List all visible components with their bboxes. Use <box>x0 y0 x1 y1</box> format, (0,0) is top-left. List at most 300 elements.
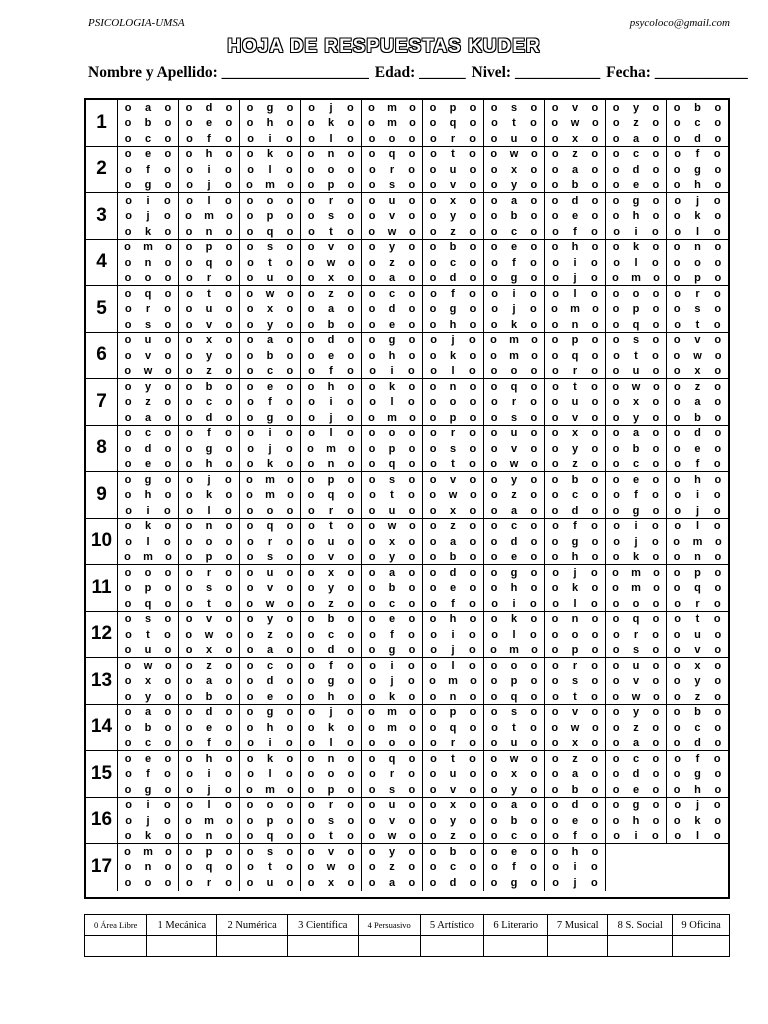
answer-option-line[interactable] <box>423 178 483 194</box>
answer-option-line[interactable] <box>118 271 178 287</box>
answer-option-line[interactable] <box>484 860 544 876</box>
answer-option-line[interactable] <box>301 813 361 829</box>
answer-option-line[interactable] <box>118 844 178 860</box>
level-field[interactable]: Nivel: ___________ <box>471 64 601 81</box>
answer-option-line[interactable] <box>118 674 178 690</box>
answer-option-line[interactable] <box>667 286 728 302</box>
answer-option-line[interactable] <box>362 689 422 705</box>
answer-option-line[interactable] <box>545 240 605 256</box>
answer-option-line[interactable] <box>606 751 666 767</box>
answer-option-line[interactable] <box>301 829 361 845</box>
answer-option-line[interactable] <box>423 488 483 504</box>
answer-option-line[interactable] <box>362 612 422 628</box>
answer-option-line[interactable] <box>423 503 483 519</box>
answer-option-line[interactable] <box>362 131 422 147</box>
answer-option-line[interactable] <box>362 581 422 597</box>
answer-option-line[interactable] <box>362 875 422 891</box>
answer-option-line[interactable] <box>545 224 605 240</box>
answer-option-line[interactable] <box>240 643 300 659</box>
answer-option-line[interactable] <box>179 364 239 380</box>
answer-option-line[interactable] <box>423 720 483 736</box>
answer-option-line[interactable] <box>118 565 178 581</box>
answer-option-line[interactable] <box>606 457 666 473</box>
answer-option-line[interactable] <box>301 317 361 333</box>
answer-option-line[interactable] <box>179 286 239 302</box>
answer-option-line[interactable] <box>667 100 728 116</box>
answer-option-line[interactable] <box>179 829 239 845</box>
category-score-cell[interactable] <box>217 936 288 957</box>
answer-option-line[interactable] <box>362 565 422 581</box>
answer-option-line[interactable] <box>423 782 483 798</box>
answer-option-line[interactable] <box>240 813 300 829</box>
answer-option-line[interactable] <box>179 767 239 783</box>
answer-option-line[interactable] <box>301 193 361 209</box>
answer-option-line[interactable] <box>545 209 605 225</box>
answer-option-line[interactable] <box>545 348 605 364</box>
answer-option-line[interactable] <box>667 643 728 659</box>
answer-option-line[interactable] <box>240 829 300 845</box>
category-score-cell[interactable] <box>673 936 730 957</box>
answer-option-line[interactable] <box>362 844 422 860</box>
answer-option-line[interactable] <box>667 457 728 473</box>
name-field[interactable]: Nombre y Apellido: ___________________ <box>88 64 369 81</box>
answer-option-line[interactable] <box>667 395 728 411</box>
answer-option-line[interactable] <box>362 271 422 287</box>
answer-option-line[interactable] <box>301 782 361 798</box>
answer-option-line[interactable] <box>118 178 178 194</box>
answer-option-line[interactable] <box>301 674 361 690</box>
answer-option-line[interactable] <box>484 333 544 349</box>
answer-option-line[interactable] <box>423 860 483 876</box>
answer-option-line[interactable] <box>118 782 178 798</box>
answer-option-line[interactable] <box>362 596 422 612</box>
answer-option-line[interactable] <box>667 596 728 612</box>
answer-option-line[interactable] <box>545 271 605 287</box>
answer-option-line[interactable] <box>240 798 300 814</box>
answer-option-line[interactable] <box>545 767 605 783</box>
answer-option-line[interactable] <box>484 798 544 814</box>
answer-option-line[interactable] <box>240 364 300 380</box>
answer-option-line[interactable] <box>667 503 728 519</box>
answer-option-line[interactable] <box>118 705 178 721</box>
answer-option-line[interactable] <box>667 441 728 457</box>
answer-option-line[interactable] <box>301 147 361 163</box>
answer-option-line[interactable] <box>240 209 300 225</box>
answer-option-line[interactable] <box>179 860 239 876</box>
answer-option-line[interactable] <box>240 860 300 876</box>
answer-option-line[interactable] <box>179 131 239 147</box>
answer-option-line[interactable] <box>179 689 239 705</box>
answer-option-line[interactable] <box>606 426 666 442</box>
answer-option-line[interactable] <box>301 550 361 566</box>
answer-option-line[interactable] <box>606 348 666 364</box>
answer-option-line[interactable] <box>667 193 728 209</box>
answer-option-line[interactable] <box>240 519 300 535</box>
answer-option-line[interactable] <box>606 333 666 349</box>
answer-option-line[interactable] <box>606 488 666 504</box>
answer-option-line[interactable] <box>240 317 300 333</box>
answer-option-line[interactable] <box>484 782 544 798</box>
answer-option-line[interactable] <box>240 302 300 318</box>
answer-option-line[interactable] <box>301 798 361 814</box>
answer-option-line[interactable] <box>545 720 605 736</box>
answer-option-line[interactable] <box>606 395 666 411</box>
answer-option-line[interactable] <box>179 116 239 132</box>
answer-option-line[interactable] <box>118 147 178 163</box>
answer-option-line[interactable] <box>362 705 422 721</box>
answer-option-line[interactable] <box>484 395 544 411</box>
answer-option-line[interactable] <box>606 193 666 209</box>
answer-option-line[interactable] <box>301 875 361 891</box>
answer-option-line[interactable] <box>484 488 544 504</box>
answer-option-line[interactable] <box>179 395 239 411</box>
answer-option-line[interactable] <box>240 286 300 302</box>
answer-option-line[interactable] <box>606 705 666 721</box>
category-score-cell[interactable] <box>608 936 673 957</box>
answer-option-line[interactable] <box>484 596 544 612</box>
answer-option-line[interactable] <box>423 224 483 240</box>
category-score-cell[interactable] <box>548 936 608 957</box>
answer-option-line[interactable] <box>301 178 361 194</box>
answer-option-line[interactable] <box>362 395 422 411</box>
answer-option-line[interactable] <box>301 116 361 132</box>
answer-option-line[interactable] <box>118 643 178 659</box>
answer-option-line[interactable] <box>179 782 239 798</box>
answer-option-line[interactable] <box>179 875 239 891</box>
answer-option-line[interactable] <box>301 255 361 271</box>
answer-option-line[interactable] <box>240 255 300 271</box>
answer-option-line[interactable] <box>118 240 178 256</box>
answer-option-line[interactable] <box>606 364 666 380</box>
answer-option-line[interactable] <box>301 596 361 612</box>
answer-option-line[interactable] <box>118 488 178 504</box>
answer-option-line[interactable] <box>179 457 239 473</box>
answer-option-line[interactable] <box>118 395 178 411</box>
answer-option-line[interactable] <box>240 178 300 194</box>
answer-option-line[interactable] <box>423 658 483 674</box>
answer-option-line[interactable] <box>240 627 300 643</box>
answer-option-line[interactable] <box>606 472 666 488</box>
answer-option-line[interactable] <box>362 116 422 132</box>
answer-option-line[interactable] <box>667 364 728 380</box>
answer-option-line[interactable] <box>545 100 605 116</box>
answer-option-line[interactable] <box>118 596 178 612</box>
answer-option-line[interactable] <box>240 457 300 473</box>
answer-option-line[interactable] <box>484 658 544 674</box>
answer-option-line[interactable] <box>240 658 300 674</box>
answer-option-line[interactable] <box>484 116 544 132</box>
answer-option-line[interactable] <box>118 612 178 628</box>
answer-option-line[interactable] <box>118 751 178 767</box>
answer-option-line[interactable] <box>240 271 300 287</box>
answer-option-line[interactable] <box>484 875 544 891</box>
answer-option-line[interactable] <box>484 100 544 116</box>
answer-option-line[interactable] <box>545 503 605 519</box>
answer-option-line[interactable] <box>179 410 239 426</box>
answer-option-line[interactable] <box>240 875 300 891</box>
answer-option-line[interactable] <box>301 767 361 783</box>
answer-option-line[interactable] <box>362 813 422 829</box>
answer-option-line[interactable] <box>240 689 300 705</box>
answer-option-line[interactable] <box>545 441 605 457</box>
answer-option-line[interactable] <box>240 612 300 628</box>
answer-option-line[interactable] <box>301 240 361 256</box>
answer-option-line[interactable] <box>423 519 483 535</box>
answer-option-line[interactable] <box>362 829 422 845</box>
answer-option-line[interactable] <box>179 720 239 736</box>
answer-option-line[interactable] <box>606 131 666 147</box>
answer-option-line[interactable] <box>545 410 605 426</box>
answer-option-line[interactable] <box>362 286 422 302</box>
answer-option-line[interactable] <box>484 550 544 566</box>
answer-option-line[interactable] <box>484 736 544 752</box>
answer-option-line[interactable] <box>545 162 605 178</box>
answer-option-line[interactable] <box>179 147 239 163</box>
answer-option-line[interactable] <box>362 209 422 225</box>
answer-option-line[interactable] <box>362 224 422 240</box>
answer-option-line[interactable] <box>606 178 666 194</box>
answer-option-line[interactable] <box>667 674 728 690</box>
answer-option-line[interactable] <box>667 565 728 581</box>
answer-option-line[interactable] <box>545 705 605 721</box>
answer-option-line[interactable] <box>179 550 239 566</box>
answer-option-line[interactable] <box>118 627 178 643</box>
answer-option-line[interactable] <box>362 364 422 380</box>
answer-option-line[interactable] <box>240 162 300 178</box>
answer-option-line[interactable] <box>423 457 483 473</box>
answer-option-line[interactable] <box>240 596 300 612</box>
answer-option-line[interactable] <box>301 519 361 535</box>
answer-option-line[interactable] <box>606 503 666 519</box>
answer-option-line[interactable] <box>301 162 361 178</box>
answer-option-line[interactable] <box>545 364 605 380</box>
answer-option-line[interactable] <box>606 813 666 829</box>
answer-option-line[interactable] <box>484 844 544 860</box>
answer-option-line[interactable] <box>606 286 666 302</box>
answer-option-line[interactable] <box>423 829 483 845</box>
answer-option-line[interactable] <box>301 379 361 395</box>
answer-option-line[interactable] <box>667 410 728 426</box>
answer-option-line[interactable] <box>484 751 544 767</box>
answer-option-line[interactable] <box>484 426 544 442</box>
answer-option-line[interactable] <box>484 379 544 395</box>
answer-option-line[interactable] <box>118 441 178 457</box>
answer-option-line[interactable] <box>545 550 605 566</box>
answer-option-line[interactable] <box>545 147 605 163</box>
answer-option-line[interactable] <box>484 286 544 302</box>
answer-option-line[interactable] <box>667 720 728 736</box>
answer-option-line[interactable] <box>301 441 361 457</box>
answer-option-line[interactable] <box>545 860 605 876</box>
answer-option-line[interactable] <box>301 643 361 659</box>
answer-option-line[interactable] <box>667 379 728 395</box>
answer-option-line[interactable] <box>301 302 361 318</box>
answer-option-line[interactable] <box>362 441 422 457</box>
answer-option-line[interactable] <box>667 658 728 674</box>
answer-option-line[interactable] <box>362 782 422 798</box>
answer-option-line[interactable] <box>240 767 300 783</box>
answer-option-line[interactable] <box>118 348 178 364</box>
answer-option-line[interactable] <box>606 627 666 643</box>
answer-option-line[interactable] <box>362 767 422 783</box>
category-score-cell[interactable] <box>358 936 420 957</box>
answer-option-line[interactable] <box>301 581 361 597</box>
answer-option-line[interactable] <box>301 860 361 876</box>
answer-option-line[interactable] <box>179 519 239 535</box>
answer-option-line[interactable] <box>362 860 422 876</box>
answer-option-line[interactable] <box>606 581 666 597</box>
answer-option-line[interactable] <box>423 162 483 178</box>
answer-option-line[interactable] <box>545 627 605 643</box>
answer-option-line[interactable] <box>179 100 239 116</box>
answer-option-line[interactable] <box>545 472 605 488</box>
answer-option-line[interactable] <box>423 286 483 302</box>
answer-option-line[interactable] <box>484 519 544 535</box>
answer-option-line[interactable] <box>484 131 544 147</box>
answer-option-line[interactable] <box>301 627 361 643</box>
answer-option-line[interactable] <box>362 426 422 442</box>
answer-option-line[interactable] <box>667 147 728 163</box>
answer-option-line[interactable] <box>179 612 239 628</box>
answer-option-line[interactable] <box>423 116 483 132</box>
answer-option-line[interactable] <box>240 534 300 550</box>
category-score-cell[interactable] <box>85 936 147 957</box>
answer-option-line[interactable] <box>545 875 605 891</box>
answer-option-line[interactable] <box>606 798 666 814</box>
answer-option-line[interactable] <box>545 658 605 674</box>
answer-option-line[interactable] <box>240 333 300 349</box>
answer-option-line[interactable] <box>179 798 239 814</box>
answer-option-line[interactable] <box>179 317 239 333</box>
answer-option-line[interactable] <box>118 162 178 178</box>
answer-option-line[interactable] <box>118 209 178 225</box>
answer-option-line[interactable] <box>362 534 422 550</box>
answer-option-line[interactable] <box>545 813 605 829</box>
answer-option-line[interactable] <box>301 503 361 519</box>
answer-option-line[interactable] <box>667 534 728 550</box>
answer-option-line[interactable] <box>606 829 666 845</box>
category-score-cell[interactable] <box>484 936 548 957</box>
answer-option-line[interactable] <box>423 813 483 829</box>
answer-option-line[interactable] <box>301 844 361 860</box>
answer-option-line[interactable] <box>423 426 483 442</box>
answer-option-line[interactable] <box>545 736 605 752</box>
answer-option-line[interactable] <box>484 240 544 256</box>
answer-option-line[interactable] <box>667 519 728 535</box>
answer-option-line[interactable] <box>179 240 239 256</box>
answer-option-line[interactable] <box>423 395 483 411</box>
answer-option-line[interactable] <box>240 550 300 566</box>
answer-option-line[interactable] <box>667 302 728 318</box>
answer-option-line[interactable] <box>667 798 728 814</box>
answer-option-line[interactable] <box>484 255 544 271</box>
answer-option-line[interactable] <box>545 782 605 798</box>
answer-option-line[interactable] <box>423 565 483 581</box>
answer-option-line[interactable] <box>545 286 605 302</box>
answer-option-line[interactable] <box>362 736 422 752</box>
answer-option-line[interactable] <box>545 317 605 333</box>
answer-option-line[interactable] <box>484 178 544 194</box>
answer-option-line[interactable] <box>301 426 361 442</box>
answer-option-line[interactable] <box>179 271 239 287</box>
answer-option-line[interactable] <box>118 736 178 752</box>
answer-option-line[interactable] <box>667 348 728 364</box>
answer-option-line[interactable] <box>484 209 544 225</box>
answer-option-line[interactable] <box>484 581 544 597</box>
answer-option-line[interactable] <box>179 534 239 550</box>
answer-option-line[interactable] <box>118 364 178 380</box>
answer-option-line[interactable] <box>606 767 666 783</box>
answer-option-line[interactable] <box>240 674 300 690</box>
answer-option-line[interactable] <box>301 689 361 705</box>
answer-option-line[interactable] <box>484 627 544 643</box>
answer-option-line[interactable] <box>545 519 605 535</box>
answer-option-line[interactable] <box>484 271 544 287</box>
answer-option-line[interactable] <box>667 705 728 721</box>
answer-option-line[interactable] <box>118 689 178 705</box>
answer-option-line[interactable] <box>606 596 666 612</box>
answer-option-line[interactable] <box>362 410 422 426</box>
answer-option-line[interactable] <box>362 751 422 767</box>
answer-option-line[interactable] <box>423 209 483 225</box>
answer-option-line[interactable] <box>179 565 239 581</box>
answer-option-line[interactable] <box>362 798 422 814</box>
answer-option-line[interactable] <box>606 116 666 132</box>
answer-option-line[interactable] <box>606 720 666 736</box>
answer-option-line[interactable] <box>423 131 483 147</box>
answer-option-line[interactable] <box>484 612 544 628</box>
answer-option-line[interactable] <box>423 255 483 271</box>
answer-option-line[interactable] <box>423 612 483 628</box>
answer-option-line[interactable] <box>362 472 422 488</box>
answer-option-line[interactable] <box>545 457 605 473</box>
answer-option-line[interactable] <box>667 162 728 178</box>
answer-option-line[interactable] <box>240 426 300 442</box>
answer-option-line[interactable] <box>484 534 544 550</box>
answer-option-line[interactable] <box>484 705 544 721</box>
answer-option-line[interactable] <box>118 193 178 209</box>
answer-option-line[interactable] <box>362 658 422 674</box>
answer-option-line[interactable] <box>484 224 544 240</box>
answer-option-line[interactable] <box>362 178 422 194</box>
answer-option-line[interactable] <box>606 302 666 318</box>
answer-option-line[interactable] <box>118 100 178 116</box>
answer-option-line[interactable] <box>179 333 239 349</box>
answer-option-line[interactable] <box>118 798 178 814</box>
answer-option-line[interactable] <box>484 302 544 318</box>
answer-option-line[interactable] <box>423 596 483 612</box>
answer-option-line[interactable] <box>423 348 483 364</box>
answer-option-line[interactable] <box>606 643 666 659</box>
answer-option-line[interactable] <box>118 286 178 302</box>
answer-option-line[interactable] <box>362 550 422 566</box>
answer-option-line[interactable] <box>545 178 605 194</box>
answer-option-line[interactable] <box>301 751 361 767</box>
answer-option-line[interactable] <box>240 131 300 147</box>
answer-option-line[interactable] <box>545 302 605 318</box>
answer-option-line[interactable] <box>545 612 605 628</box>
answer-option-line[interactable] <box>118 875 178 891</box>
answer-option-line[interactable] <box>301 658 361 674</box>
answer-option-line[interactable] <box>484 813 544 829</box>
answer-option-line[interactable] <box>545 798 605 814</box>
answer-option-line[interactable] <box>240 503 300 519</box>
answer-option-line[interactable] <box>423 271 483 287</box>
answer-option-line[interactable] <box>423 674 483 690</box>
answer-option-line[interactable] <box>179 488 239 504</box>
answer-option-line[interactable] <box>606 519 666 535</box>
answer-option-line[interactable] <box>484 457 544 473</box>
